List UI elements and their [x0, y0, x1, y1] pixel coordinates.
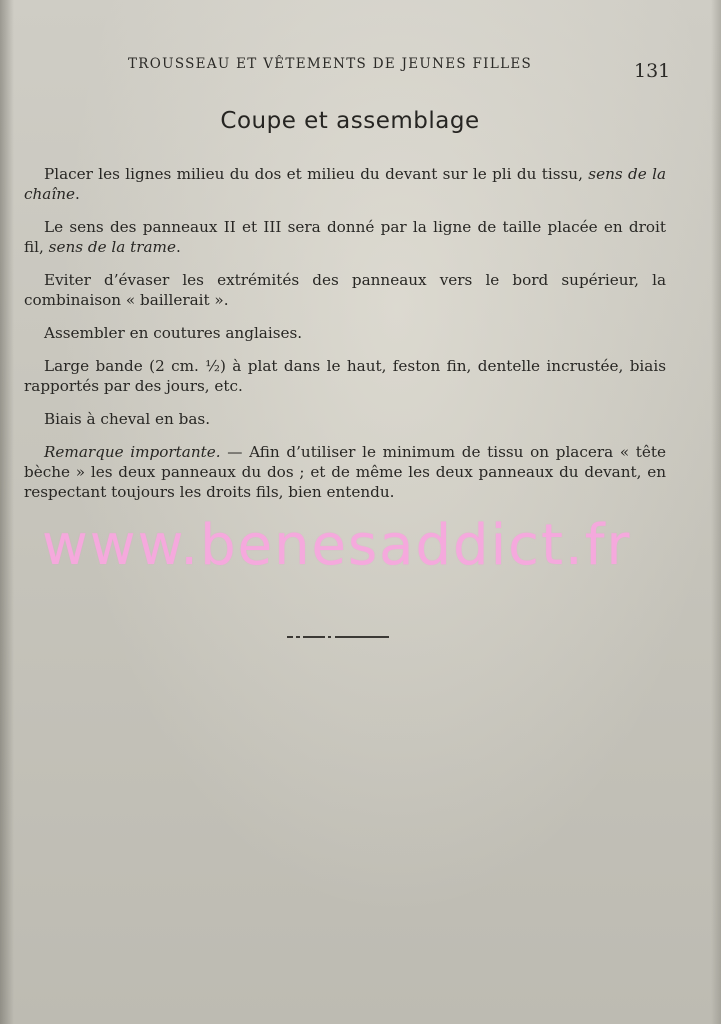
section-end-rule — [287, 636, 389, 639]
paragraph-2-text: Le sens des panneaux II et III sera donné par la ligne de taille placée en droit fil, — [24, 218, 666, 256]
paragraph-1-end: . — [74, 185, 80, 203]
paragraph-1-italic: sens de la chaîne — [24, 165, 666, 203]
paragraph-2-italic: sens de la trame — [48, 238, 176, 256]
paragraph-3 — [24, 270, 666, 310]
running-head: TROUSSEAU ET VÊTEMENTS DE JEUNES FILLES — [128, 56, 533, 72]
paragraph-6 — [24, 409, 666, 429]
paragraph-7-italic: Remarque importante. — [44, 443, 221, 461]
paragraph-7 — [24, 442, 666, 502]
watermark: www.benesaddict.fr — [42, 513, 632, 578]
paragraph-1-text: Placer les lignes milieu du dos et milieu du devant sur le pli du tissu, — [44, 165, 589, 183]
body-text — [24, 164, 666, 515]
section-title: Coupe et assemblage — [220, 108, 480, 134]
paragraph-4-text: Assembler en coutures anglaises. — [44, 324, 303, 342]
paragraph-4 — [24, 323, 666, 343]
paragraph-5-text: Large bande (2 cm. ½) à plat dans le haut, feston fin, dentelle incrustée, biais rapportés par des jours, etc. — [24, 357, 666, 395]
paragraph-6-text: Biais à cheval en bas. — [44, 410, 211, 428]
paragraph-3-text: Eviter d’évaser les extrémités des panneaux vers le bord supérieur, la combinaison « baillerait ». — [24, 271, 666, 309]
paragraph-2 — [24, 217, 666, 257]
paragraph-2-end: . — [175, 238, 181, 256]
paragraph-5 — [24, 356, 666, 396]
page-number: 131 — [634, 60, 671, 82]
paragraph-1 — [24, 164, 666, 204]
paragraph-7-text: — Afin d’utiliser le minimum de tissu on placera « tête bèche » les deux panneaux du dos ; et de même les deux panneaux du devant, en respectant toujours les droits fils, bien entendu. — [24, 443, 666, 501]
